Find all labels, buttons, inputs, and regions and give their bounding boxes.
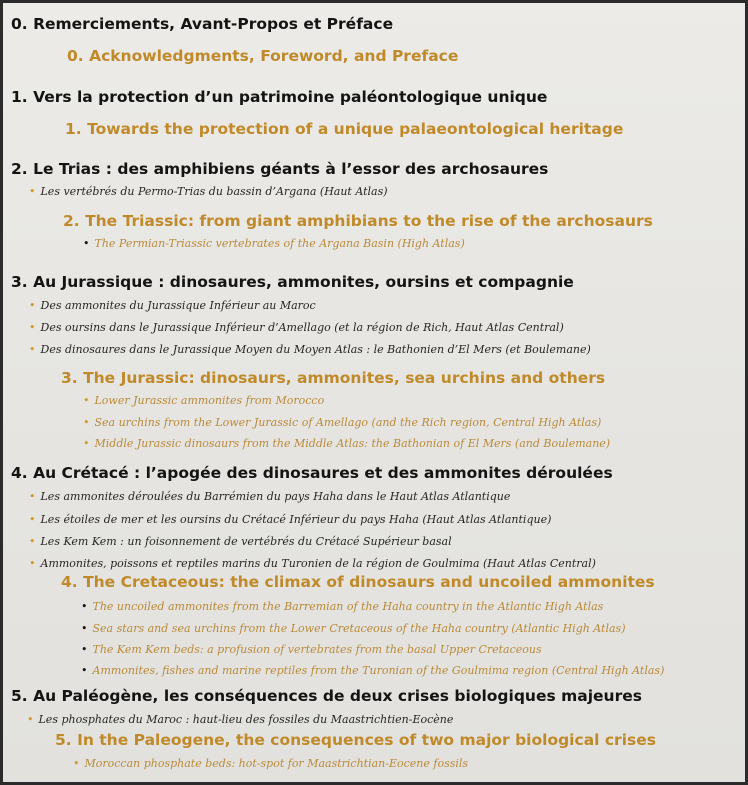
section-3-fr-item-2 bbox=[29, 343, 591, 356]
section-5-fr-item-0 bbox=[27, 713, 453, 726]
bullet-icon: • bbox=[83, 394, 90, 407]
section-4-en-title: 4. The Cretaceous: the climax of dinosaurs and uncoiled ammonites bbox=[61, 573, 655, 591]
section-2-fr-item-0 bbox=[29, 185, 388, 198]
list-item: Ammonites, fishes and marine reptiles from the Turonian of the Goulmima region (Central High Atlas) bbox=[92, 664, 665, 677]
section-5-en-item-0 bbox=[73, 757, 468, 770]
list-item: Lower Jurassic ammonites from Morocco bbox=[94, 394, 325, 407]
bullet-icon: • bbox=[83, 237, 90, 250]
section-0-fr-title: 0. Remerciements, Avant-Propos et Préface bbox=[11, 15, 394, 33]
section-4-en-item-2 bbox=[81, 643, 542, 656]
section-4-fr-item-2 bbox=[29, 535, 452, 548]
section-4-en-item-0 bbox=[81, 600, 603, 613]
bullet-icon: • bbox=[27, 713, 34, 726]
section-3-en-title: 3. The Jurassic: dinosaurs, ammonites, sea urchins and others bbox=[61, 369, 606, 387]
section-3-en-item-2 bbox=[83, 437, 610, 450]
list-item: Sea urchins from the Lower Jurassic of Amellago (and the Rich region, Central High Atlas) bbox=[94, 416, 602, 429]
section-4-en-item-1 bbox=[81, 622, 626, 635]
bullet-icon: • bbox=[81, 664, 88, 677]
list-item: The Permian-Triassic vertebrates of the Argana Basin (High Atlas) bbox=[94, 237, 465, 250]
section-3-fr-item-0 bbox=[29, 299, 316, 312]
section-2-en-item-0 bbox=[83, 237, 465, 250]
bullet-icon: • bbox=[73, 757, 80, 770]
list-item: Sea stars and sea urchins from the Lower Cretaceous of the Haha country (Atlantic High Atlas) bbox=[92, 622, 626, 635]
bullet-icon: • bbox=[81, 643, 88, 656]
table-of-contents bbox=[3, 3, 745, 782]
bullet-icon: • bbox=[29, 185, 36, 198]
section-1-en-title: 1. Towards the protection of a unique palaeontological heritage bbox=[65, 120, 624, 138]
bullet-icon: • bbox=[29, 343, 36, 356]
section-4-fr-item-1 bbox=[29, 513, 551, 526]
bullet-icon: • bbox=[29, 299, 36, 312]
list-item: Les phosphates du Maroc : haut-lieu des fossiles du Maastrichtien-Eocène bbox=[38, 713, 454, 726]
section-4-en-item-3 bbox=[81, 664, 664, 677]
section-4-fr-item-0 bbox=[29, 490, 510, 503]
list-item: Des ammonites du Jurassique Inférieur au Maroc bbox=[40, 299, 316, 312]
bullet-icon: • bbox=[83, 437, 90, 450]
list-item: The uncoiled ammonites from the Barremian of the Haha country in the Atlantic High Atlas bbox=[92, 600, 604, 613]
bullet-icon: • bbox=[81, 600, 88, 613]
section-5-fr-title: 5. Au Paléogène, les conséquences de deux crises biologiques majeures bbox=[11, 687, 642, 705]
bullet-icon: • bbox=[83, 416, 90, 429]
list-item: Middle Jurassic dinosaurs from the Middle Atlas: the Bathonian of El Mers (and Boulemane) bbox=[94, 437, 611, 450]
section-3-en-item-0 bbox=[83, 394, 324, 407]
bullet-icon: • bbox=[29, 535, 36, 548]
section-3-fr-title: 3. Au Jurassique : dinosaures, ammonites, oursins et compagnie bbox=[11, 273, 574, 291]
bullet-icon: • bbox=[29, 557, 36, 570]
bullet-icon: • bbox=[29, 321, 36, 334]
section-1-fr-title: 1. Vers la protection d’un patrimoine paléontologique unique bbox=[11, 88, 548, 106]
list-item: The Kem Kem beds: a profusion of vertebrates from the basal Upper Cretaceous bbox=[92, 643, 542, 656]
section-5-en-title: 5. In the Paleogene, the consequences of two major biological crises bbox=[55, 731, 656, 749]
list-item: Les vertébrés du Permo-Trias du bassin d’Argana (Haut Atlas) bbox=[40, 185, 388, 198]
bullet-icon: • bbox=[29, 513, 36, 526]
list-item: Les étoiles de mer et les oursins du Crétacé Inférieur du pays Haha (Haut Atlas Atlantique) bbox=[40, 513, 552, 526]
section-2-fr-title: 2. Le Trias : des amphibiens géants à l’essor des archosaures bbox=[11, 160, 549, 178]
bullet-icon: • bbox=[29, 490, 36, 503]
section-0-en-title: 0. Acknowledgments, Foreword, and Preface bbox=[67, 47, 459, 65]
list-item: Moroccan phosphate beds: hot-spot for Maastrichtian-Eocene fossils bbox=[84, 757, 469, 770]
list-item: Ammonites, poissons et reptiles marins du Turonien de la région de Goulmima (Haut Atlas Central) bbox=[40, 557, 596, 570]
list-item: Des oursins dans le Jurassique Inférieur d’Amellago (et la région de Rich, Haut Atlas Central) bbox=[40, 321, 564, 334]
list-item: Les Kem Kem : un foisonnement de vertébrés du Crétacé Supérieur basal bbox=[40, 535, 452, 548]
section-4-fr-item-3 bbox=[29, 557, 596, 570]
section-3-en-item-1 bbox=[83, 416, 601, 429]
section-3-fr-item-1 bbox=[29, 321, 564, 334]
list-item: Des dinosaures dans le Jurassique Moyen du Moyen Atlas : le Bathonien d’El Mers (et Boulemane) bbox=[40, 343, 591, 356]
list-item: Les ammonites déroulées du Barrémien du pays Haha dans le Haut Atlas Atlantique bbox=[40, 490, 511, 503]
bullet-icon: • bbox=[81, 622, 88, 635]
section-2-en-title: 2. The Triassic: from giant amphibians to the rise of the archosaurs bbox=[63, 212, 653, 230]
section-4-fr-title: 4. Au Crétacé : l’apogée des dinosaures et des ammonites déroulées bbox=[11, 464, 613, 482]
